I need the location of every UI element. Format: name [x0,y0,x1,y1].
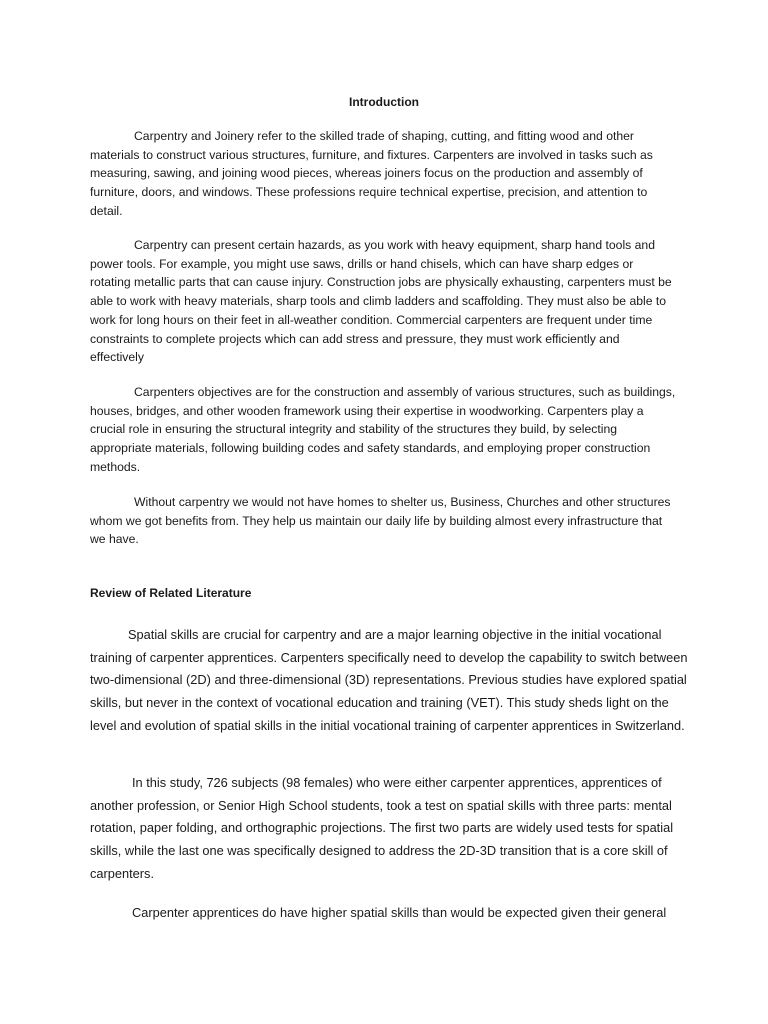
intro-paragraph-4: Without carpentry we would not have homes to shelter us, Business, Churches and other structures whom we got benefits from. They help us maintain our daily life by building almost every infrastructure that we have. [90,495,671,547]
section-title-introduction: Introduction [349,95,419,109]
intro-paragraph-1: Carpentry and Joinery refer to the skilled trade of shaping, cutting, and fitting wood and other materials to construct various structures, furniture, and fixtures. Carpenters are involved in tasks such as measuring, sawing, and joining wood pieces, whereas joiners focus on the production and assembly of furniture, doors, and windows. These professions require technical expertise, precision, and attention to detail. [90,129,653,218]
intro-paragraph-2: Carpentry can present certain hazards, as you work with heavy equipment, sharp hand tools and power tools. For example, you might use saws, drills or hand chisels, which can have sharp edges or rotating metallic parts that can cause injury. Construction jobs are physically exhausting, carpenters must be able to work with heavy materials, sharp tools and climb ladders and scaffolding. They must also be able to work for long hours on their feet in all-weather condition. Commercial carpenters are frequent under time constraints to complete projects which can add stress and pressure, they must work efficiently and effectively [90,238,672,365]
review-paragraph-1: Spatial skills are crucial for carpentry and are a major learning objective in the initial vocational training of carpenter apprentices. Carpenters specifically need to develop the capability to switch between two-dimensional (2D) and three-dimensional (3D) representations. Previous studies have explored spatial skills, but never in the context of vocational education and training (VET). This study sheds light on the level and evolution of spatial skills in the initial vocational training of carpenter apprentices in Switzerland. [90,627,688,733]
review-paragraph-2: In this study, 726 subjects (98 females) who were either carpenter apprentices, apprentices of another profession, or Senior High School students, took a test on spatial skills with three parts: mental rotation, paper folding, and orthographic projections. The first two parts are widely used tests for spatial skills, while the last one was specifically designed to address the 2D-3D transition that is a core skill of carpenters. [90,775,674,881]
section-heading-review: Review of Related Literature [90,586,252,600]
intro-paragraph-3: Carpenters objectives are for the construction and assembly of various structures, such as buildings, houses, bridges, and other wooden framework using their expertise in woodworking. Carpenters play a crucial role in ensuring the structural integrity and stability of the structures they build, by selecting appropriate materials, following building codes and safety standards, and employing proper construction methods. [90,385,676,474]
review-paragraph-3: Carpenter apprentices do have higher spatial skills than would be expected given their general [132,905,667,920]
